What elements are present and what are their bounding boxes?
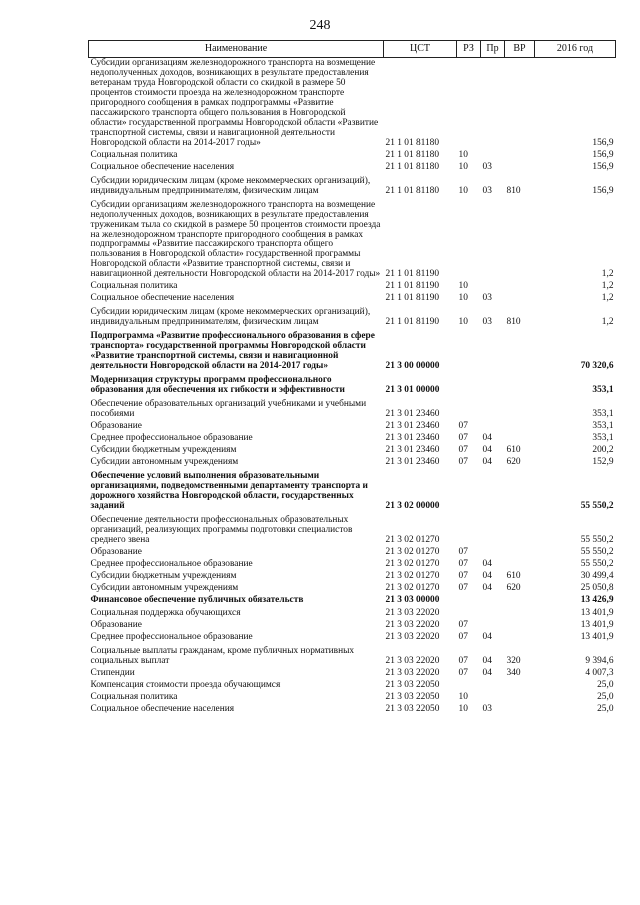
row-rz: 07	[458, 620, 468, 631]
row-code: 21 1 01 81180	[385, 137, 440, 148]
row-name: Социальная политика	[90, 281, 178, 292]
row-pr	[481, 198, 505, 282]
row-vr	[505, 329, 535, 373]
row-code: 21 3 03 22050	[385, 692, 440, 703]
row-rz: 07	[458, 668, 468, 679]
row-name: Субсидии организациям железнодорожного транспорта на возмещение недополученных доходов, возникающих в результате предоставления ветеранам труда Новгородской области со скидкой в размере 50 процентов стоимости проезда на железнодорожном транспорте пригородного сообщения в рамках подпрограммы «Развитие пассажирского транспорта общего пользования в Новгородской области» государственной программы Новгородской области «Развитие транспортной системы, связи и навигационной деятельности Новгородской области на 2014-2017 годы»	[90, 58, 379, 148]
row-vr	[505, 513, 535, 547]
table-row	[89, 281, 616, 293]
row-pr: 04	[482, 582, 492, 593]
table-row	[89, 644, 616, 668]
row-name: Субсидии организациям железнодорожного транспорта на возмещение недополученных доходов, возникающих в результате предоставления труженикам тыла со скидкой в размере 50 процентов стоимости проезда на железнодорожном транспорте пригородного сообщения в рамках подпрограммы «Развитие пассажирского транспорта общего пользования в Новгородской области» государственной программы Новгородской области «Развитие транспортной системы, связи и навигационной деятельности Новгородской области на 2014-2017 годы»	[90, 199, 381, 280]
row-code: 21 3 02 00000	[385, 500, 440, 511]
row-pr: 03	[482, 185, 492, 196]
row-rz: 07	[458, 456, 468, 467]
row-name: Модернизация структуры программ профессионального образования для обеспечения их гибкости и эффективности	[90, 375, 345, 396]
row-rz: 07	[458, 432, 468, 443]
row-vr	[505, 680, 535, 692]
row-pr	[481, 397, 505, 421]
row-amount: 156,9	[592, 161, 614, 172]
table-row	[89, 704, 616, 716]
row-code: 21 3 01 00000	[385, 385, 440, 396]
row-code: 21 1 01 81180	[385, 149, 440, 160]
row-amount: 25,0	[597, 680, 614, 691]
row-code: 21 3 02 01270	[385, 570, 440, 581]
row-code: 21 3 01 23460	[385, 456, 440, 467]
table-row	[89, 606, 616, 620]
row-amount: 55 550,2	[580, 534, 614, 545]
row-vr	[505, 595, 535, 607]
row-pr: 04	[482, 456, 492, 467]
row-amount: 1,2	[601, 281, 614, 292]
row-name: Социальная политика	[90, 692, 178, 703]
row-vr	[505, 150, 535, 162]
row-code: 21 1 01 81190	[385, 293, 440, 304]
row-code: 21 1 01 81180	[385, 185, 440, 196]
row-amount: 25,0	[597, 692, 614, 703]
row-pr	[481, 513, 505, 547]
row-rz: 10	[458, 161, 468, 172]
row-vr	[505, 632, 535, 644]
table-body	[89, 58, 616, 717]
row-code: 21 3 02 01270	[385, 534, 440, 545]
row-vr	[505, 198, 535, 282]
row-pr: 04	[482, 558, 492, 569]
row-code: 21 3 03 22050	[385, 680, 440, 691]
row-rz	[457, 513, 481, 547]
row-vr	[505, 58, 535, 150]
row-amount: 55 550,2	[580, 546, 614, 557]
row-code: 21 3 03 22020	[385, 668, 440, 679]
table-row	[89, 198, 616, 282]
table-row	[89, 150, 616, 162]
table-row	[89, 559, 616, 571]
row-rz	[457, 469, 481, 513]
row-amount: 4 007,3	[585, 668, 614, 679]
row-code: 21 3 01 23460	[385, 420, 440, 431]
row-pr: 04	[482, 570, 492, 581]
row-code: 21 3 03 22020	[385, 608, 440, 619]
row-amount: 353,1	[592, 432, 614, 443]
row-name: Социальные выплаты гражданам, кроме публичных нормативных социальных выплат	[90, 646, 355, 667]
row-vr	[505, 397, 535, 421]
table-row	[89, 583, 616, 595]
table-header-row	[89, 41, 616, 58]
row-rz: 10	[458, 293, 468, 304]
row-pr	[481, 421, 505, 433]
row-amount: 70 320,6	[580, 361, 614, 372]
row-pr: 04	[482, 432, 492, 443]
row-code: 21 1 01 81190	[385, 281, 440, 292]
row-vr	[505, 293, 535, 305]
row-name: Социальное обеспечение населения	[90, 704, 235, 715]
row-vr	[505, 162, 535, 174]
row-rz	[457, 373, 481, 397]
table-row	[89, 680, 616, 692]
row-name: Стипендии	[90, 668, 135, 679]
header-amount: 2016 год	[535, 41, 616, 58]
header-code: ЦСТ	[384, 41, 457, 58]
row-vr: 620	[506, 582, 521, 593]
row-vr: 810	[506, 317, 521, 328]
row-code: 21 3 02 01270	[385, 546, 440, 557]
row-name: Финансовое обеспечение публичных обязательств	[90, 594, 304, 605]
row-name: Среднее профессиональное образование	[90, 632, 253, 643]
table-row	[89, 457, 616, 469]
row-amount: 30 499,4	[580, 570, 614, 581]
row-pr	[481, 150, 505, 162]
row-pr: 04	[482, 444, 492, 455]
table-row	[89, 547, 616, 559]
row-pr	[481, 692, 505, 704]
row-pr	[481, 547, 505, 559]
row-name: Подпрограмма «Развитие профессионального образования в сфере транспорта» государственной программы Новгородской области «Развитие транспортной системы, связи и навигационной деятельности Новгородской области на 2014-2017 годы»	[90, 331, 375, 372]
row-name: Компенсация стоимости проезда обучающимся	[90, 680, 281, 691]
row-vr	[505, 704, 535, 716]
row-amount: 353,1	[592, 385, 614, 396]
row-rz: 10	[458, 185, 468, 196]
row-amount: 13 401,9	[580, 620, 614, 631]
row-code: 21 3 00 00000	[385, 361, 440, 372]
row-vr	[505, 692, 535, 704]
table-row	[89, 620, 616, 632]
row-vr: 320	[506, 656, 521, 667]
row-amount: 353,1	[592, 409, 614, 419]
row-pr	[481, 329, 505, 373]
row-name: Обеспечение образовательных организаций учебниками и учебными пособиями	[90, 399, 367, 419]
row-code: 21 3 01 23460	[385, 409, 440, 419]
row-name: Субсидии бюджетным учреждениям	[90, 570, 237, 581]
table-row	[89, 174, 616, 198]
row-name: Среднее профессиональное образование	[90, 432, 253, 443]
table-row	[89, 397, 616, 421]
row-name: Обеспечение деятельности профессиональных образовательных организаций, реализующих программы подготовки специалистов среднего звена	[90, 514, 353, 545]
row-amount: 1,2	[601, 293, 614, 304]
table-row	[89, 513, 616, 547]
row-name: Образование	[90, 420, 142, 431]
row-vr	[505, 620, 535, 632]
row-name: Социальное обеспечение населения	[90, 161, 235, 172]
row-rz: 07	[458, 444, 468, 455]
row-rz: 07	[458, 656, 468, 667]
row-amount: 55 550,2	[580, 500, 614, 511]
row-rz	[457, 680, 481, 692]
row-vr	[505, 606, 535, 620]
row-pr: 04	[482, 632, 492, 643]
row-amount: 13 426,9	[580, 594, 614, 605]
row-amount: 156,9	[592, 185, 614, 196]
row-rz: 10	[458, 704, 468, 715]
row-rz: 07	[458, 420, 468, 431]
row-pr	[481, 595, 505, 607]
row-vr	[505, 281, 535, 293]
row-rz	[457, 397, 481, 421]
row-rz	[457, 329, 481, 373]
row-rz: 10	[458, 317, 468, 328]
row-vr	[505, 373, 535, 397]
table-row	[89, 162, 616, 174]
header-name: Наименование	[89, 41, 384, 58]
header-pr: Пр	[481, 41, 505, 58]
row-code: 21 3 01 23460	[385, 444, 440, 455]
row-vr: 610	[506, 570, 521, 581]
row-rz: 07	[458, 546, 468, 557]
row-vr	[505, 469, 535, 513]
table-row	[89, 373, 616, 397]
table-row	[89, 692, 616, 704]
row-rz	[457, 198, 481, 282]
row-pr	[481, 606, 505, 620]
row-pr: 03	[482, 317, 492, 328]
row-vr	[505, 559, 535, 571]
budget-table	[88, 40, 616, 716]
row-rz: 07	[458, 582, 468, 593]
row-pr: 03	[482, 161, 492, 172]
table-row	[89, 668, 616, 680]
row-rz: 10	[458, 281, 468, 292]
row-vr: 340	[506, 668, 521, 679]
table-row	[89, 595, 616, 607]
row-name: Образование	[90, 546, 142, 557]
row-vr: 810	[506, 185, 521, 196]
row-name: Субсидии юридическим лицам (кроме некоммерческих организаций), индивидуальным предпринимателям, физическим лицам	[90, 175, 371, 196]
row-name: Субсидии автономным учреждениям	[90, 456, 239, 467]
row-vr: 620	[506, 456, 521, 467]
row-amount: 25,0	[597, 704, 614, 715]
row-amount: 152,9	[592, 456, 614, 467]
header-rz: РЗ	[457, 41, 481, 58]
row-amount: 200,2	[592, 444, 614, 455]
row-vr	[505, 433, 535, 445]
table-row	[89, 571, 616, 583]
table-row	[89, 293, 616, 305]
row-pr	[481, 281, 505, 293]
row-code: 21 3 03 22020	[385, 656, 440, 667]
row-name: Субсидии автономным учреждениям	[90, 582, 239, 593]
row-amount: 9 394,6	[585, 656, 614, 667]
table-row	[89, 445, 616, 457]
row-rz: 07	[458, 570, 468, 581]
row-amount: 13 401,9	[580, 632, 614, 643]
row-code: 21 3 03 22020	[385, 620, 440, 631]
row-vr	[505, 547, 535, 559]
row-rz: 07	[458, 632, 468, 643]
row-rz: 10	[458, 692, 468, 703]
row-pr: 04	[482, 668, 492, 679]
table-row	[89, 469, 616, 513]
table-row	[89, 421, 616, 433]
row-code: 21 3 02 01270	[385, 558, 440, 569]
row-name: Образование	[90, 620, 142, 631]
row-amount: 25 050,8	[580, 582, 614, 593]
row-code: 21 3 02 01270	[385, 582, 440, 593]
header-vr: ВР	[505, 41, 535, 58]
row-amount: 156,9	[592, 149, 614, 160]
row-code: 21 3 03 22020	[385, 632, 440, 643]
table-row	[89, 632, 616, 644]
row-pr	[481, 469, 505, 513]
row-amount: 55 550,2	[580, 558, 614, 569]
row-pr: 04	[482, 656, 492, 667]
table-row	[89, 329, 616, 373]
page-number: 248	[309, 18, 331, 33]
row-amount: 13 401,9	[580, 608, 614, 619]
row-vr: 610	[506, 444, 521, 455]
row-code: 21 1 01 81180	[385, 161, 440, 172]
row-pr	[481, 58, 505, 150]
row-name: Субсидии юридическим лицам (кроме некоммерческих организаций), индивидуальным предпринимателям, физическим лицам	[90, 307, 371, 328]
row-rz: 10	[458, 149, 468, 160]
row-rz	[457, 58, 481, 150]
table-row	[89, 433, 616, 445]
row-vr	[505, 421, 535, 433]
row-amount: 156,9	[592, 137, 614, 148]
row-rz: 07	[458, 558, 468, 569]
table-row	[89, 305, 616, 329]
row-pr: 03	[482, 293, 492, 304]
row-name: Социальная политика	[90, 149, 178, 160]
row-rz	[457, 595, 481, 607]
row-code: 21 3 01 23460	[385, 432, 440, 443]
row-pr	[481, 620, 505, 632]
row-amount: 1,2	[601, 269, 614, 280]
row-name: Социальная поддержка обучающихся	[90, 608, 241, 619]
row-code: 21 3 03 00000	[385, 594, 440, 605]
row-code: 21 3 03 22050	[385, 704, 440, 715]
row-rz	[457, 606, 481, 620]
table-row	[89, 58, 616, 150]
row-pr: 03	[482, 704, 492, 715]
row-amount: 1,2	[601, 317, 614, 328]
row-pr	[481, 373, 505, 397]
row-pr	[481, 680, 505, 692]
row-code: 21 1 01 81190	[385, 269, 440, 280]
row-name: Субсидии бюджетным учреждениям	[90, 444, 237, 455]
row-name: Социальное обеспечение населения	[90, 293, 235, 304]
row-amount: 353,1	[592, 420, 614, 431]
row-name: Среднее профессиональное образование	[90, 558, 253, 569]
row-code: 21 1 01 81190	[385, 317, 440, 328]
row-name: Обеспечение условий выполнения образовательными организациями, подведомственными департаменту транспорта и дорожного хозяйства Новгородской области, государственных заданий	[90, 470, 368, 511]
